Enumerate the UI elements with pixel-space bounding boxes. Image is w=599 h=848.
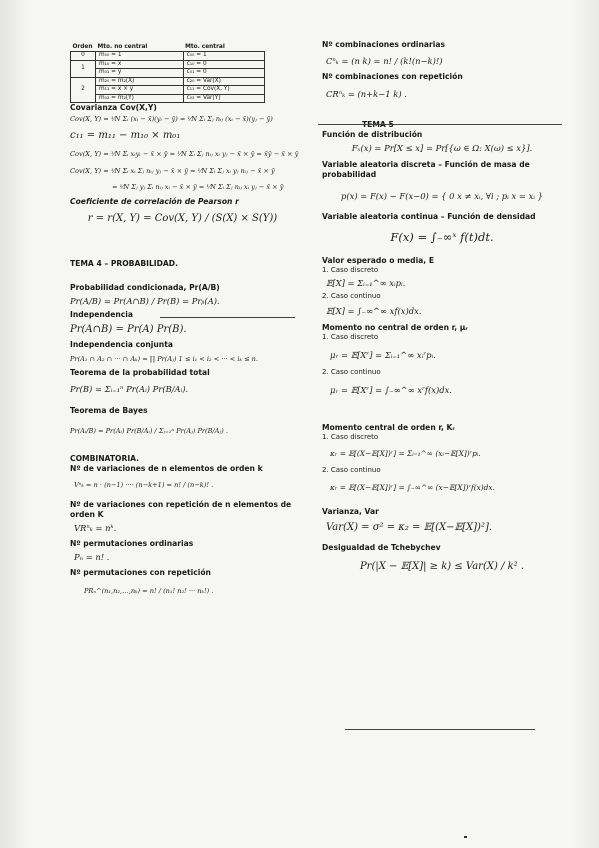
table-row: 0 m₀₀ = 1 c₀₀ = 1 xyxy=(71,52,265,61)
covariance-heading: Covarianza Cov(X,Y) xyxy=(70,103,157,112)
tema4-heading: TEMA 4 – PROBABILIDAD. xyxy=(70,259,178,268)
right-column xyxy=(322,40,562,581)
expected-continuous-label: 2. Caso continuo xyxy=(322,292,381,300)
expected-discrete-formula: 𝔼[X] = Σᵢ₌₁^∞ xᵢpᵢ. xyxy=(326,278,406,288)
joint-independence-heading: Independencia conjunta xyxy=(70,340,173,349)
continuous-variable-heading: Variable aleatoria continua – Función de densidad xyxy=(322,212,536,221)
chebyshev-heading: Desigualdad de Tchebychev xyxy=(322,543,441,552)
distribution-formula: Fₓ(x) = Pr[X ≤ x] = Pr[{ω ∈ Ω: X(ω) ≤ x}]. xyxy=(351,143,533,153)
combinatoria-heading: COMBINATORIA. xyxy=(70,454,140,463)
table-header-orden: Orden xyxy=(72,44,93,50)
repetition-combinations-heading: Nº combinaciones con repetición xyxy=(322,72,463,81)
noncentral-discrete-label: 1. Caso discreto xyxy=(322,333,379,341)
bayes-heading: Teorema de Bayes xyxy=(70,406,148,415)
moments-table xyxy=(70,43,265,103)
total-prob-heading: Teorema de la probabilidad total xyxy=(70,368,210,377)
permutations-repetition-heading: Nº permutaciones con repetición xyxy=(70,568,211,577)
noncentral-moment-heading: Momento no central de orden r, μᵣ xyxy=(322,323,468,332)
permutations-formula: Pₙ = n! . xyxy=(74,552,110,562)
permutations-heading: Nº permutaciones ordinarias xyxy=(70,539,194,548)
variations-heading: Nº de variaciones de n elementos de orden k xyxy=(70,464,263,473)
discrete-variable-formula: p(x) = F(x) − F(x−0) = { 0 x ≠ xᵢ, ∀i ; pᵢ x = xᵢ } xyxy=(341,191,543,201)
total-prob-formula: Pr(B) = Σᵢ₌₁ⁿ Pr(Aᵢ) Pr(B/Aᵢ). xyxy=(70,384,189,394)
table-header-no-central: Mto. no central xyxy=(97,44,148,50)
expected-continuous-formula: 𝔼[X] = ∫₋∞^∞ xf(x)dx. xyxy=(326,306,422,316)
covariance-formula-5: = ¹⁄N Σⱼ yⱼ Σᵢ nᵢⱼ xᵢ − x̄ × ȳ = ¹⁄N Σᵢ Σⱼ nᵢⱼ xᵢ yⱼ − x̄ × ȳ xyxy=(112,183,284,191)
pearson-heading: Coeficiente de correlación de Pearson r xyxy=(70,197,239,206)
chebyshev-formula: Pr(|X − 𝔼[X]| ≥ k) ≤ Var(X) / k² . xyxy=(359,561,525,572)
joint-independence-formula: Pr(A₁ ∩ A₂ ∩ ··· ∩ Aₖ) = ∏ Pr(Aⱼ) 1 ≤ i₁ < i₂ < ··· < iₖ ≤ n. xyxy=(70,355,258,363)
noncentral-continuous-label: 2. Caso continuo xyxy=(322,368,381,376)
pearson-formula: r = r(X, Y) = Cov(X, Y) / (S(X) × S(Y)) xyxy=(87,213,278,224)
central-continuous-formula: κᵣ = 𝔼[(X−𝔼[X])ʳ] = ∫₋∞^∞ (x−𝔼[X])ʳf(x)dx. xyxy=(330,483,495,492)
right-divider-rule-top xyxy=(318,124,562,125)
covariance-formula-3: Cov(X, Y) = ¹⁄N Σᵢ xᵢyᵢ − x̄ × ȳ = ¹⁄N Σᵢ Σⱼ nᵢⱼ xᵢ yⱼ − x̄ × ȳ = x̄ȳ − x̄ × ȳ xyxy=(70,150,299,158)
covariance-formula-1: Cov(X, Y) = ¹⁄N Σᵢ (xᵢ − x̄)(yᵢ − ȳ) = ¹⁄N Σᵢ Σⱼ nᵢⱼ (xᵢ − x̄)(yⱼ − ȳ) xyxy=(70,115,273,123)
independence-heading: Independencia xyxy=(70,310,134,319)
tema5-heading xyxy=(322,120,562,130)
noncentral-discrete-formula: μᵣ = 𝔼[Xʳ] = Σᵢ₌₁^∞ xᵢʳpᵢ. xyxy=(330,350,436,360)
noncentral-continuous-formula: μᵣ = 𝔼[Xʳ] = ∫₋∞^∞ xʳf(x)dx. xyxy=(330,385,452,395)
conditional-prob-heading: Probabilidad condicionada, Pr(A/B) xyxy=(70,283,220,292)
table-row: 1 m₁₀ = x̄ c₁₀ = 0 xyxy=(71,60,265,69)
table-row: m₀₂ = m₂(Y) c₀₂ = Var(Y) xyxy=(71,94,265,103)
table-row: m₀₁ = ȳ c₀₁ = 0 xyxy=(71,69,265,78)
covariance-formula-2: c₁₁ = m₁₁ − m₁₀ × m₀₁ xyxy=(70,130,181,141)
table-row: m₁₁ = x × y c₁₁ = Cov(X, Y) xyxy=(71,86,265,95)
table-row: 2 m₂₀ = m₂(X) c₂₀ = Var(X) xyxy=(71,77,265,86)
ordinary-combinations-formula: Cⁿₖ = (n k) = n! / (k!(n−k)!) xyxy=(326,56,443,66)
ordinary-combinations-heading: Nº combinaciones ordinarias xyxy=(322,40,446,49)
bayes-formula: Pr(Aᵢ/B) = Pr(Aᵢ) Pr(B/Aᵢ) / Σⱼ₌₁ⁿ Pr(Aⱼ) Pr(B/Aⱼ) . xyxy=(70,427,228,435)
central-discrete-label: 1. Caso discreto xyxy=(322,433,379,441)
variations-repetition-heading: Nº de variaciones con repetición de n elementos de orden K xyxy=(70,500,292,519)
left-divider-rule xyxy=(160,317,295,318)
expected-discrete-label: 1. Caso discreto xyxy=(322,266,379,274)
permutations-repetition-formula: PRₙ^(n₁,n₂,…,nₖ) = n! / (n₁! n₂! ··· nₖ!) . xyxy=(84,587,214,595)
covariance-formula-4: Cov(X, Y) = ¹⁄N Σᵢ xᵢ Σⱼ nᵢⱼ yⱼ − x̄ × ȳ = ¹⁄N Σᵢ Σⱼ xᵢ yⱼ nᵢⱼ − x̄ × ȳ xyxy=(70,167,275,175)
expected-value-heading: Valor esperado o media, E xyxy=(322,256,435,265)
continuous-variable-formula: F(x) = ∫₋∞ˣ f(t)dt. xyxy=(390,230,494,244)
conditional-prob-formula: Pr(A/B) = Pr(A∩B) / Pr(B) = Prᵦ(A). xyxy=(70,296,220,306)
distribution-heading: Función de distribución xyxy=(322,130,423,139)
central-continuous-label: 2. Caso continuo xyxy=(322,466,381,474)
variance-heading: Varianza, Var xyxy=(322,507,379,516)
central-moment-heading: Momento central de orden r, Kᵣ xyxy=(322,423,455,432)
variations-repetition-formula: VRⁿₖ = nᵏ. xyxy=(74,523,117,533)
discrete-variable-heading: Variable aleatoria discreta – Función de masa de probabilidad xyxy=(322,160,530,179)
left-column xyxy=(70,40,299,604)
central-discrete-formula: κᵣ = 𝔼[(X−𝔼[X])ʳ] = Σᵢ₌₁^∞ (xᵢ−𝔼[X])ʳpᵢ. xyxy=(330,449,481,458)
variance-formula: Var(X) = σ² = κ₂ = 𝔼[(X−𝔼[X])²]. xyxy=(326,522,493,533)
page-speck xyxy=(464,836,467,838)
repetition-combinations-formula: CRⁿₖ = (n+k−1 k) . xyxy=(326,89,407,99)
table-header-central: Mto. central xyxy=(185,44,225,50)
independence-formula: Pr(A∩B) = Pr(A) Pr(B). xyxy=(70,324,187,335)
right-divider-rule-bottom xyxy=(345,729,535,730)
variations-formula: Vⁿₖ = n · (n−1) ···· (n−k+1) = n! / (n−k)! . xyxy=(74,481,214,489)
